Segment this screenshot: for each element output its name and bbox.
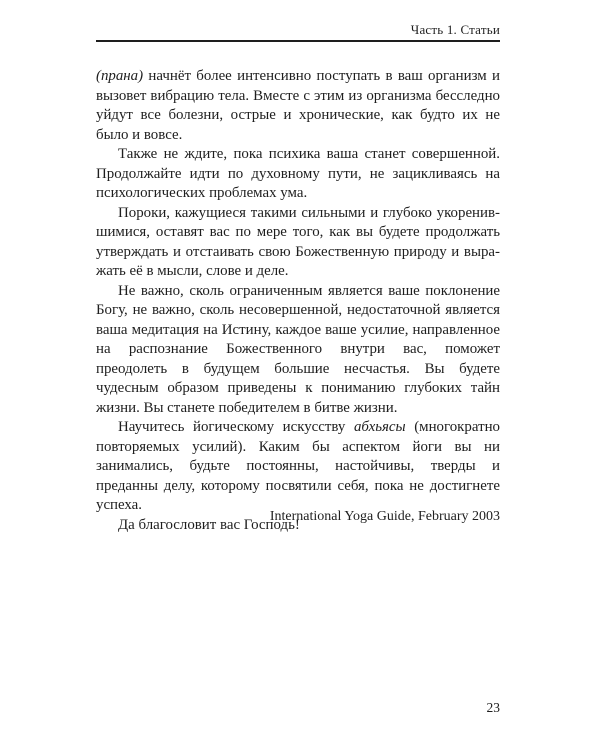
page-number: 23 [486,700,500,715]
article-body [96,67,500,535]
paragraph [96,67,500,145]
article-source: International Yoga Guide, February 2003 [269,509,500,524]
paragraph [96,145,500,204]
header-rule [96,40,500,42]
paragraph-italic: (прана) [96,68,144,84]
paragraph [96,204,500,282]
paragraph-text: Да благословит вас Господь! [118,516,300,533]
running-header: Часть 1. Статьи [410,22,500,37]
paragraph-text: Не важно, сколь ограниченным является ваше поклонение Богу, не важно, сколь несовершенной, недостаточной является ваша медитация на Истину, каждое ваше усилие, направленное на распознание Божественного внутри вас, поможет преодолеть в будущем большие несчастья. Вы будете чудесным образом приведены к пониманию глубоких тайн жизни. Вы станете победителем в битве жизни. [96,282,500,416]
paragraph-text: (многократно повторяемых усилий). Каким бы аспектом йоги вы ни занимались, будьте постоянны, настойчивы, тверды и преданны делу, которому посвятили себя, пока не достигнете успеха. [96,419,500,513]
paragraph-text: Также не ждите, пока психика ваша станет совершенной. Продолжайте идти по духовному пути, не зацикливаясь на психологических проблемах ума. [96,146,500,201]
paragraph-italic: абхьясы [353,419,406,435]
paragraph-text: Пороки, кажущиеся такими сильными и глубоко укоренившимися, оставят вас по мере того, как вы будете продолжать утверждать и отстаивать свою Божественную природу и выражать её в мысли, слове и деле. [96,204,500,279]
paragraph-text: Научитесь йогическому искусству [118,419,354,435]
paragraph [96,282,500,419]
paragraph [96,418,500,516]
paragraph-text: начнёт более интенсивно поступать в ваш организм и вызовет вибрацию тела. Вместе с этим из организма бесследно уйдут все болезни, острые и хронические, как будто их не было и вовсе. [96,68,500,143]
